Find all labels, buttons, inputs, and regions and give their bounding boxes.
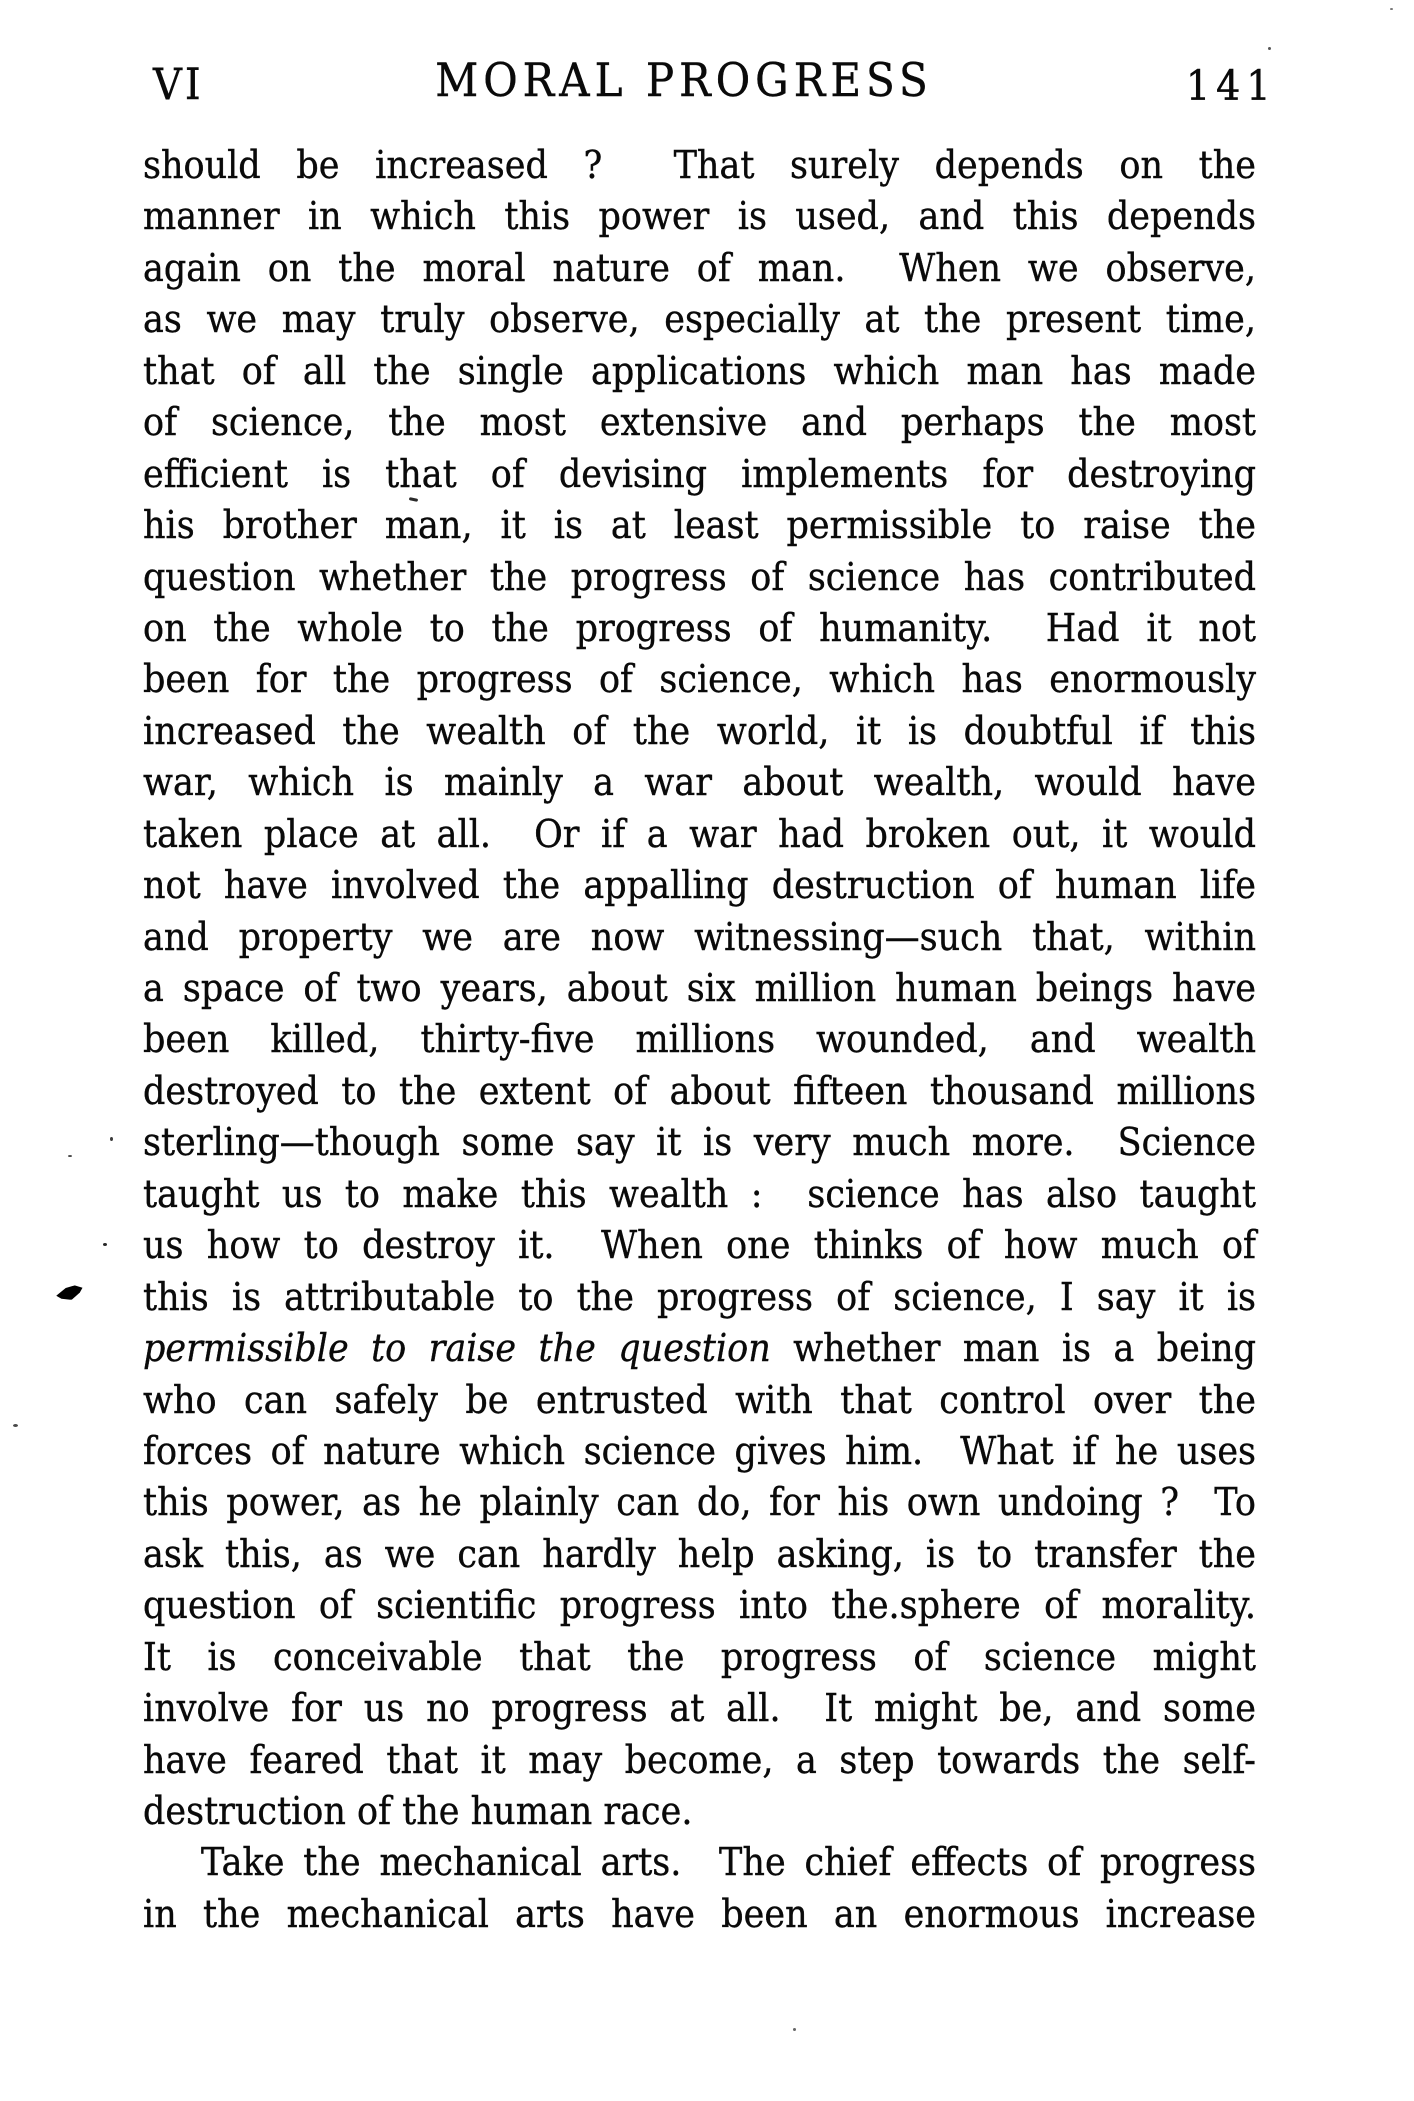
scan-speck [793, 2028, 796, 2031]
text-line: this is attributable to the progress of science, I say it is [143, 1275, 1256, 1320]
text-line-with-italic [143, 1321, 1256, 1378]
text-line: increased the wealth of the world, it is doubtful if this [143, 709, 1256, 754]
text-line: in the mechanical arts have been an enormous increase [143, 1892, 1256, 1937]
text-line: been killed, thirty-five millions wounded, and wealth [143, 1018, 1256, 1063]
text-line: as we may truly observe, especially at the present time, [143, 298, 1256, 343]
text-line-paragraph-end: destruction of the human race. [143, 1789, 693, 1834]
body-text-block [143, 141, 1256, 1941]
text-line: destroyed to the extent of about fifteen thousand millions [143, 1069, 1256, 1114]
text-line: forces of nature which science gives him. What if he uses [143, 1429, 1256, 1474]
text-line: who can safely be entrusted with that control over the [143, 1378, 1256, 1423]
scan-speck [13, 1424, 18, 1427]
text-line: on the whole to the progress of humanity. Had it not [143, 606, 1256, 651]
italic-phrase: permissible to raise the question [143, 1326, 771, 1371]
text-line: been for the progress of science, which has enormously [143, 658, 1256, 703]
scan-speck [68, 1155, 72, 1157]
text-line: of science, the most extensive and perhaps the most [143, 401, 1256, 446]
text-line: that of all the single applications which man has made [143, 349, 1256, 394]
text-line: It is conceivable that the progress of science might [143, 1635, 1256, 1680]
chapter-number: VI [153, 60, 204, 110]
ink-mark [55, 1285, 83, 1302]
text-line: this power, as he plainly can do, for his own undoing ? To [143, 1481, 1256, 1526]
text-line: his brother man, it is at least permissible to raise the [143, 503, 1256, 548]
text-line: question whether the progress of science has contributed [143, 555, 1256, 600]
text-line-paragraph-start: Take the mechanical arts. The chief effects of progress [201, 1841, 1256, 1886]
roman-phrase: whether man is a being [770, 1326, 1256, 1371]
text-line: taught us to make this wealth : science has also taught [143, 1172, 1256, 1217]
text-line: manner in which this power is used, and this depends [143, 195, 1256, 240]
scan-speck [103, 1243, 107, 1246]
text-line: and property we are now witnessing—such that, within [143, 915, 1256, 960]
scan-speck [1268, 47, 1271, 50]
text-line: efficient is that of devising implements for destroying [143, 452, 1256, 497]
text-line: us how to destroy it. When one thinks of how much of [143, 1224, 1256, 1269]
text-line: not have involved the appalling destruction of human life [143, 864, 1256, 909]
scan-speck [1390, 8, 1393, 10]
text-line: involve for us no progress at all. It might be, and some [143, 1687, 1256, 1732]
running-title: MORAL PROGRESS [435, 54, 933, 107]
page-number: 141 [1186, 62, 1277, 110]
text-line: ask this, as we can hardly help asking, is to transfer the [143, 1532, 1256, 1577]
text-line: have feared that it may become, a step towards the self- [143, 1738, 1256, 1783]
text-line: question of scientific progress into the.sphere of morality. [143, 1584, 1256, 1629]
text-line: should be increased ? That surely depends on the [143, 143, 1256, 188]
text-line: again on the moral nature of man. When we observe, [143, 246, 1256, 291]
text-line: sterling—though some say it is very much more. Science [143, 1121, 1256, 1166]
text-line: a space of two years, about six million human beings have [143, 966, 1256, 1011]
text-line: war, which is mainly a war about wealth, would have [143, 761, 1256, 806]
scan-speck [110, 1137, 113, 1141]
text-line: taken place at all. Or if a war had broken out, it would [143, 812, 1256, 857]
